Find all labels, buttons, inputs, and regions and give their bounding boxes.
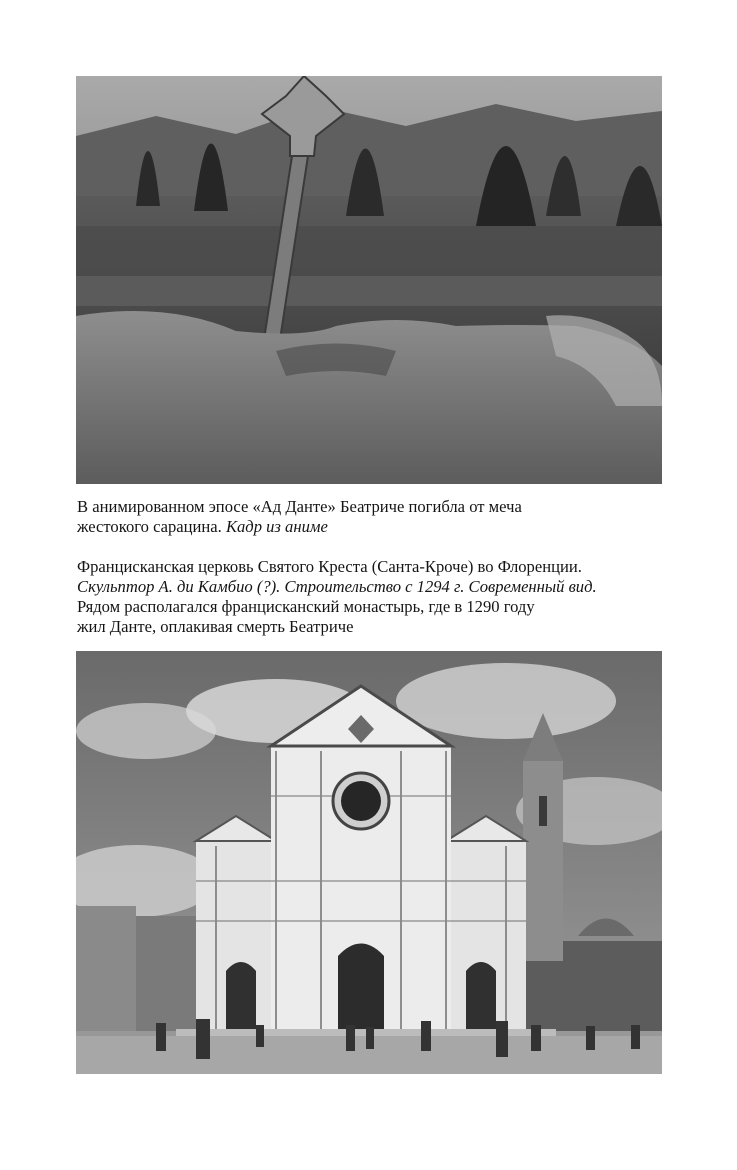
caption-line: жил Данте, оплакивая смерть Беатриче [77, 617, 354, 636]
caption-line: В анимированном эпосе «Ад Данте» Беатриче погибла от меча [77, 497, 522, 516]
caption-text: жестокого сарацина. [77, 517, 222, 536]
anime-still-image [76, 76, 662, 484]
image-credit: Скульптор А. ди Камбио (?). Строительство с 1294 г. Современный вид. [77, 577, 597, 596]
church-caption [77, 557, 677, 637]
caption-line: Рядом располагался францисканский монастырь, где в 1290 году [77, 597, 535, 616]
anime-caption [77, 497, 677, 537]
image-credit: Кадр из аниме [225, 517, 328, 536]
caption-line [77, 517, 677, 537]
caption-line: Францисканская церковь Святого Креста (Санта-Кроче) во Флоренции. [77, 557, 582, 576]
santa-croce-photo [76, 651, 662, 1074]
